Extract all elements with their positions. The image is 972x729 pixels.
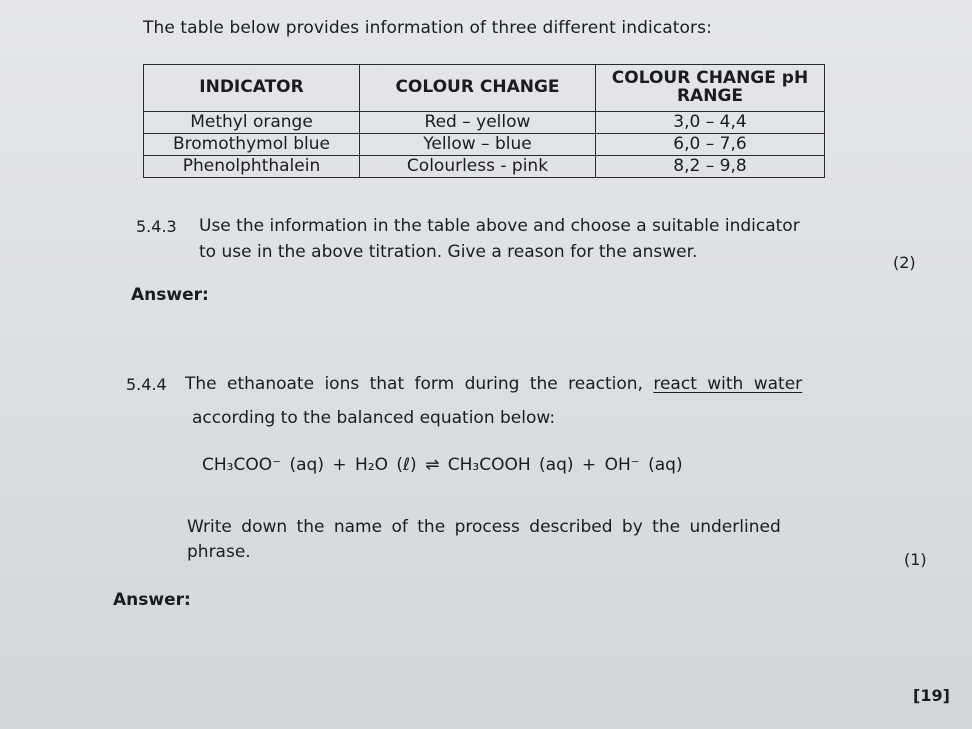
answer-label-543: Answer: [131,285,209,305]
table-cell: 6,0 – 7,6 [596,134,825,156]
equation-product-1: CH₃COOH (aq) [447,455,574,475]
answer-label-544: Answer: [113,590,191,610]
header-ph-range-text: COLOUR CHANGE pH RANGE [611,68,809,106]
table-cell: Methyl orange [144,112,360,134]
table-header-row [144,65,825,112]
question-544-line1 [185,372,802,396]
question-544-line1-text: The ethanoate ions that form during the reaction, [185,374,643,394]
equation-reactant-2: H₂O (ℓ) [355,455,417,475]
indicator-table [143,64,825,178]
question-number-543: 5.4.3 [136,217,177,236]
table-row [144,112,825,134]
question-544-line2: according to the balanced equation below: [192,408,556,428]
header-indicator: INDICATOR [144,65,360,112]
question-number-544: 5.4.4 [126,375,167,394]
question-543-line1: Use the information in the table above and choose a suitable indicator [199,216,800,236]
equation-plus-1: + [332,455,347,475]
total-marks: [19] [913,686,950,705]
question-544-instruction-line1: Write down the name of the process described by the underlined [187,517,781,537]
underlined-phrase: react with water [653,374,803,394]
header-ph-range [596,65,825,112]
question-544-instruction-line2: phrase. [187,542,251,562]
marks-544: (1) [904,550,927,569]
equation-reactant-1: CH₃COO⁻ (aq) [202,455,324,475]
table-cell: 8,2 – 9,8 [596,156,825,178]
chemical-equation [202,455,683,475]
equilibrium-arrow: ⇌ [425,455,440,475]
table-cell: Red – yellow [360,112,596,134]
table-cell: Bromothymol blue [144,134,360,156]
table-cell: 3,0 – 4,4 [596,112,825,134]
table-cell: Yellow – blue [360,134,596,156]
table-row [144,156,825,178]
table-cell: Colourless - pink [360,156,596,178]
header-colour-change: COLOUR CHANGE [360,65,596,112]
table-cell: Phenolphthalein [144,156,360,178]
intro-text: The table below provides information of three different indicators: [143,18,712,38]
question-543-line2: to use in the above titration. Give a reason for the answer. [199,242,698,262]
equation-product-2: OH⁻ (aq) [604,455,683,475]
table-row [144,134,825,156]
equation-plus-2: + [581,455,597,475]
marks-543: (2) [893,253,916,272]
